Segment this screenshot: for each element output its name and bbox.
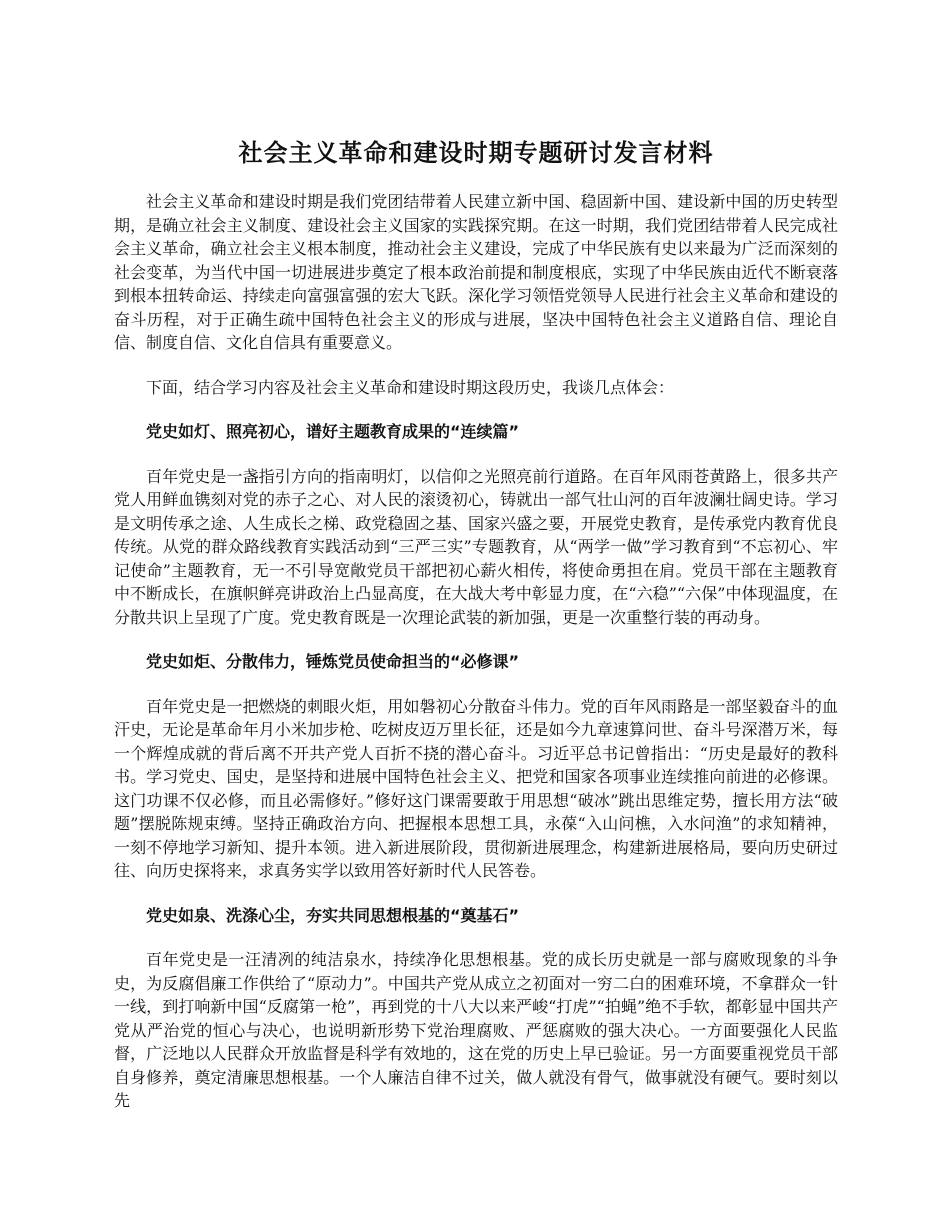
document-page [114, 136, 838, 1113]
paragraph-gap [114, 444, 838, 465]
lead-paragraph: 下面，结合学习内容及社会主义革命和建设时期这段历史，我谈几点体会： [146, 377, 675, 397]
paragraph-gap [114, 883, 838, 904]
section-heading-1: 党史如灯、照亮初心，谱好主题教育成果的“连续篇” [146, 422, 520, 441]
paragraph-gap [114, 399, 838, 420]
paragraph-gap [114, 674, 838, 695]
section-heading-3: 党史如泉、洗涤心尘，夯实共同思想根基的“奠基石” [146, 905, 520, 925]
section-body-3: 百年党史是一汪清冽的纯洁泉水，持续净化思想根基。党的成长历史就是一部与腐败现象的斗争史，为反腐倡廉工作供给了“原动力”。中国共产党从成立之初面对一穷二白的困难环境，不拿群众一针一线，到打响新中国“反腐第一枪”，再到党的十八大以来严峻“打虎”“拍蝇”绝不手软，都彰显中国共产党从严治党的恒心与决心，也说明新形势下党治理腐败、严惩腐败的强大决心。一方面要强化人民监督，广泛地以人民群众开放监督是科学有效地的，这在党的历史上早已验证。另一方面要重视党员干部自身修养，奠定清廉思想根基。一个人廉洁自律不过关，做人就没有骨气，做事就没有硬气。要时刻以先 [114, 950, 838, 1110]
document-title: 社会主义革命和建设时期专题研讨发言材料 [238, 139, 714, 167]
section-heading-2: 党史如炬、分散伟力，锤炼党员使命担当的“必修课” [146, 652, 520, 671]
paragraph-gap [114, 629, 838, 650]
section-body-2: 百年党史是一把燃烧的刺眼火炬，用如磐初心分散奋斗伟力。党的百年风雨路是一部坚毅奋斗的血汗史，无论是革命年月小米加步枪、吃树皮迈万里长征，还是如今九章速算问世、奋斗号深潜万米，每一个辉煌成就的背后离不开共产党人百折不挠的潜心奋斗。习近平总书记曾指出：“历史是最好的教科书。学习党史、国史，是坚持和进展中国特色社会主义、把党和国家各项事业连续推向前进的必修课。这门功课不仅必修，而且必需修好。”修好这门课需要敢于用思想“破冰”跳出思维定势，擅长用方法“破题”摆脱陈规束缚。坚持正确政治方向、把握根本思想工具，永葆“入山问樵，入水问渔”的求知精神，一刻不停地学习新知、提升本领。进入新进展阶段，贯彻新进展理念，构建新进展格局，要向历史研过往、向历史探将来，求真务实学以致用答好新时代人民答卷。 [114, 696, 838, 880]
paragraph-gap [114, 927, 838, 948]
paragraph-gap [114, 355, 838, 376]
intro-paragraph: 社会主义革命和建设时期是我们党团结带着人民建立新中国、稳固新中国、建设新中国的历史转型期，是确立社会主义制度、建设社会主义国家的实践探究期。在这一时期，我们党团结带着人民完成社会主义革命，确立社会主义根本制度，推动社会主义建设，完成了中华民族有史以来最为广泛而深刻的社会变革，为当代中国一切进展进步奠定了根本政治前提和制度根底，实现了中华民族由近代不断衰落到根本扭转命运、持续走向富强富强的宏大飞跃。深化学习领悟党领导人民进行社会主义革命和建设的奋斗历程，对于正确生疏中国特色社会主义的形成与进展，坚决中国特色社会主义道路自信、理论自信、制度自信、文化自信具有重要意义。 [114, 192, 838, 352]
section-body-1: 百年党史是一盏指引方向的指南明灯，以信仰之光照亮前行道路。在百年风雨苍黄路上，很多共产党人用鲜血镌刻对党的赤子之心、对人民的滚烫初心，铸就出一部气壮山河的百年波澜壮阔史诗。学习是文明传承之途、人生成长之梯、政党稳固之基、国家兴盛之要，开展党史教育，是传承党内教育优良传统。从党的群众路线教育实践活动到“三严三实”专题教育，从“两学一做”学习教育到“不忘初心、牢记使命”主题教育，无一不引导宽敞党员干部把初心薪火相传，将使命勇担在肩。党员干部在主题教育中不断成长，在旗帜鲜亮讲政治上凸显高度，在大战大考中彰显力度，在“六稳”“六保”中体现温度，在分散共识上呈现了广度。党史教育既是一次理论武装的新加强，更是一次重整行装的再动身。 [114, 466, 838, 627]
